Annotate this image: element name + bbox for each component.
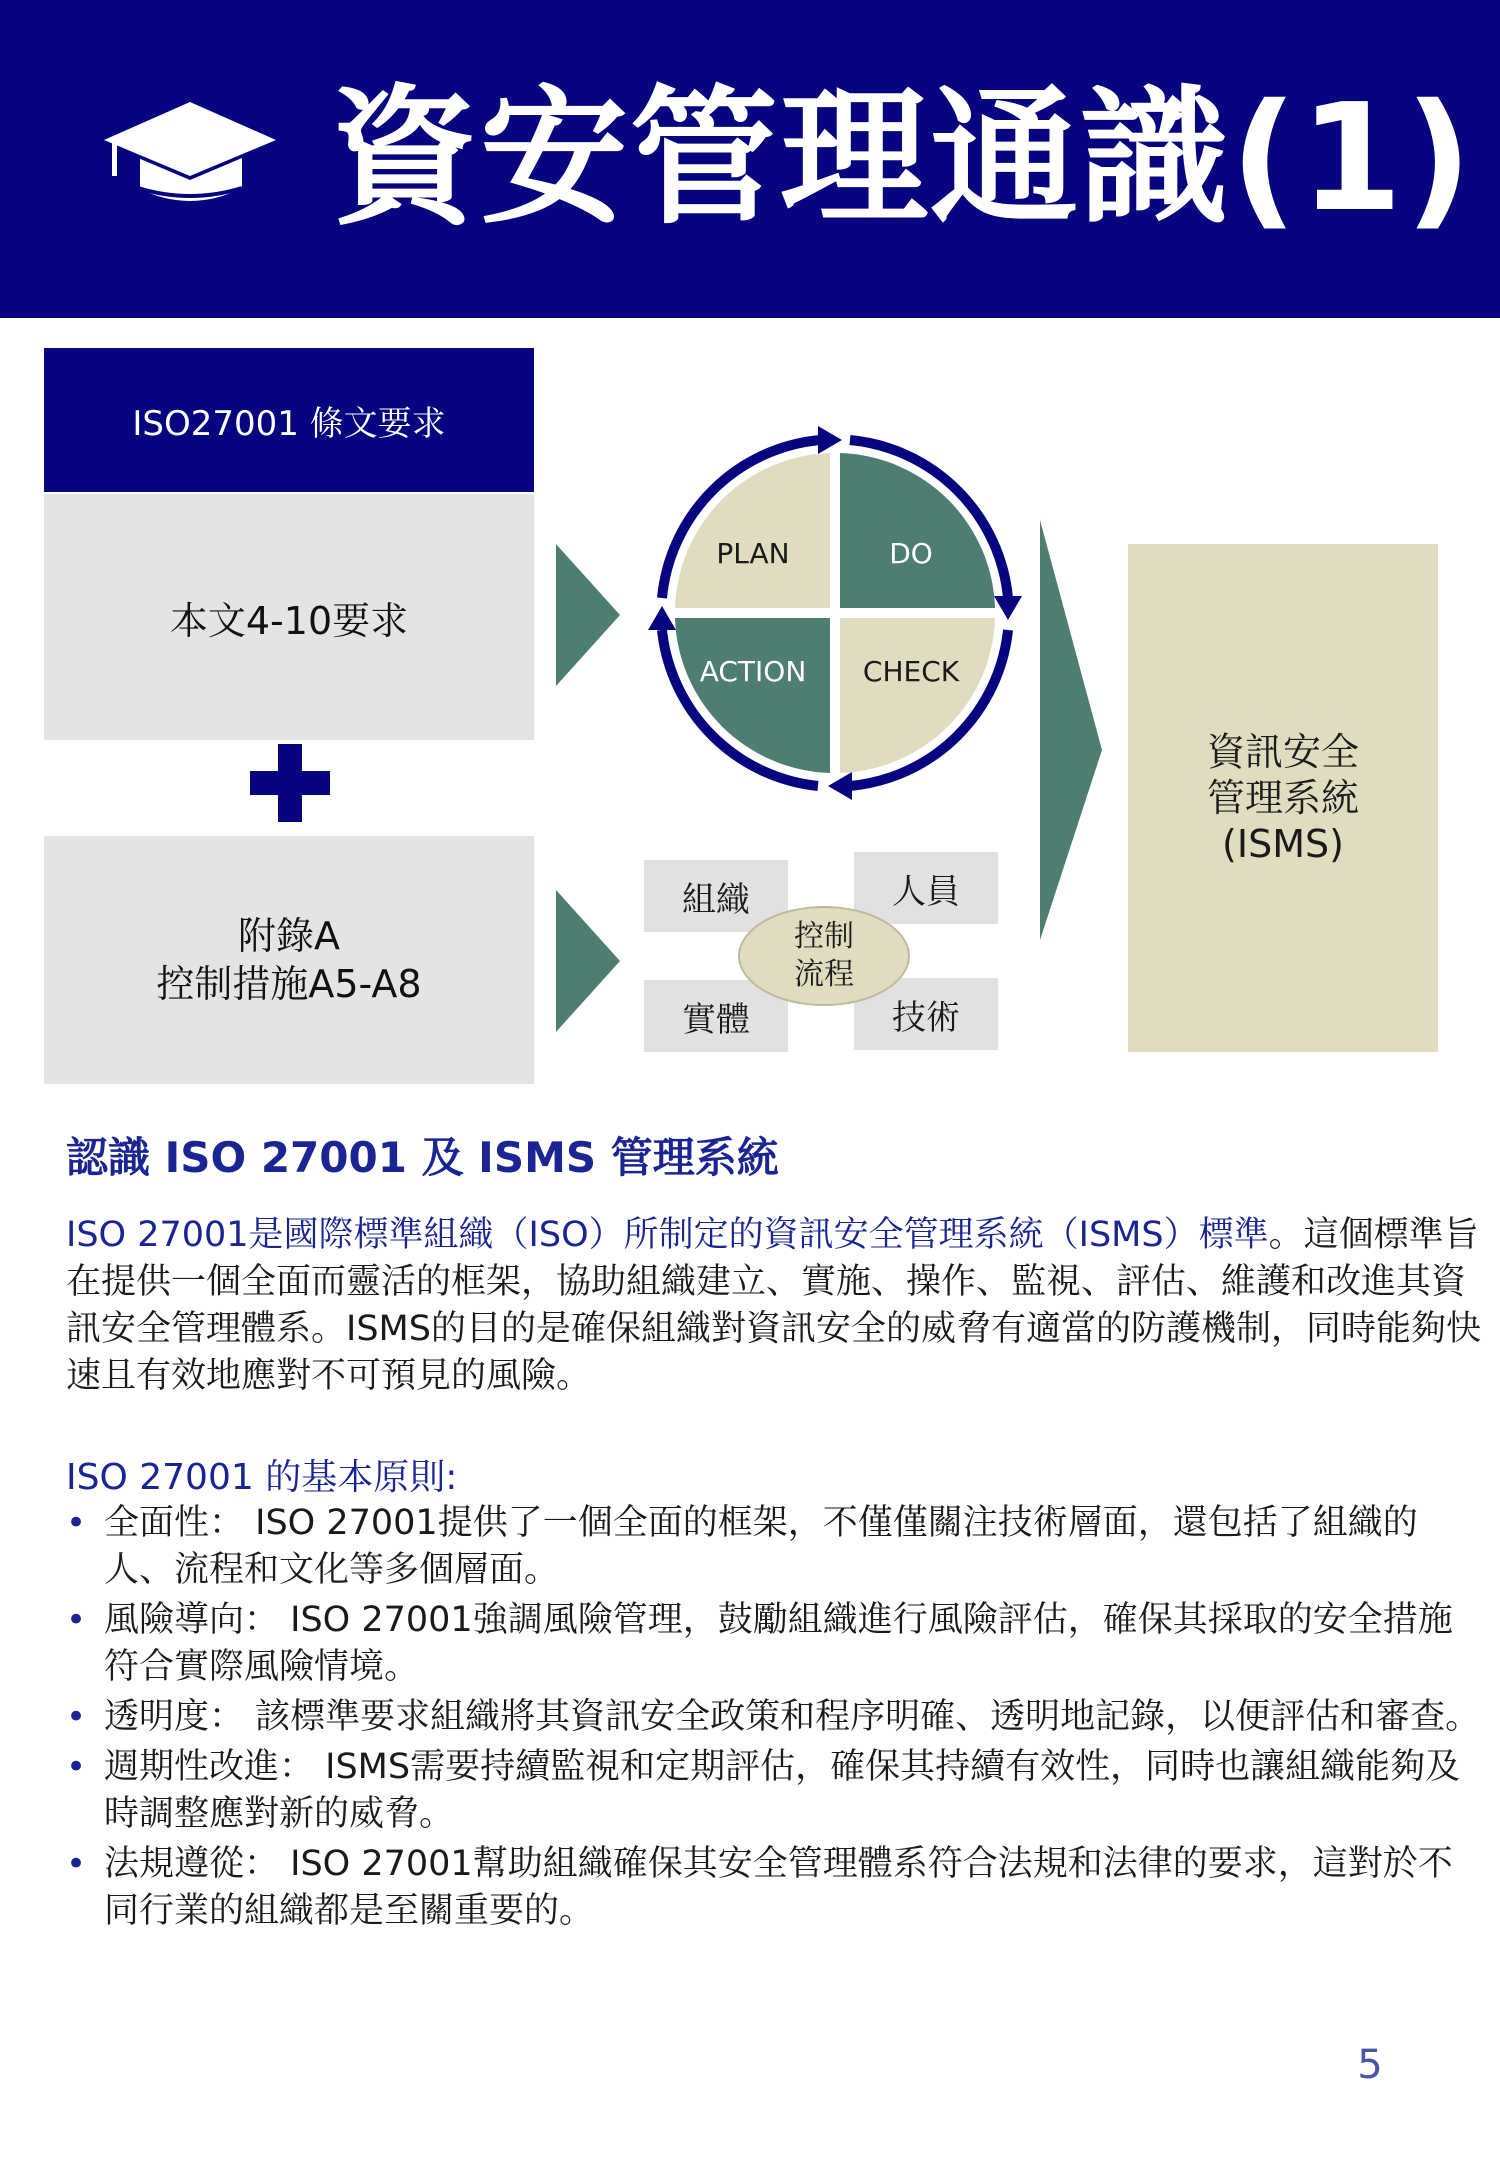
bullet-label: 全面性：: [104, 1503, 245, 1543]
action-quadrant: [675, 618, 830, 773]
page-header: [0, 0, 1500, 318]
bullet-text: 該標準要求組織將其資訊安全政策和程序明確、透明地記錄，以便評估和審查。: [244, 1697, 1481, 1737]
list-item: [66, 1841, 1486, 1935]
pdca-do-label: DO: [889, 537, 933, 570]
pdca-check-label: CHECK: [862, 655, 960, 688]
control-process-line1: 控制: [794, 919, 854, 954]
isms-line2: 管理系統: [1206, 776, 1359, 820]
control-org-box: 組織: [644, 860, 788, 932]
control-tech-box: 技術: [854, 978, 998, 1050]
arrow-right-icon: [552, 886, 624, 1036]
check-quadrant: [840, 618, 995, 773]
intro-text: 。這個標準旨在提供一個全面而靈活的框架，協助組織建立、實施、操作、監視、評估、維護和改進其資訊安全管理體系。ISMS的目的是確保組織對資訊安全的威脅有適當的防護機制，同時能夠快速且有效地應對不可預見的風險。: [66, 1215, 1481, 1396]
bullet-icon: •: [66, 1844, 87, 1884]
pdca-action-label: ACTION: [699, 655, 807, 688]
control-people-box: 人員: [854, 852, 998, 924]
intro-highlight: ISO 27001是國際標準組織（ISO）所制定的資訊安全管理系統（ISMS）標準: [66, 1215, 1269, 1255]
big-arrow-right-icon: [1036, 520, 1106, 940]
bullet-text: ISMS需要持續監視和定期評估，確保其持續有效性，同時也讓組織能夠及時調整應對新的威脅。: [104, 1747, 1461, 1834]
do-quadrant: [840, 453, 995, 608]
control-physical-box: 實體: [644, 980, 788, 1052]
page-title: 資安管理通識(1): [330, 72, 1475, 244]
bullet-label: 透明度：: [104, 1697, 245, 1737]
section-title: 認識 ISO 27001 及 ISMS 管理系統: [66, 1133, 779, 1182]
bullet-icon: •: [66, 1600, 87, 1640]
isms-line1: 資訊安全: [1206, 730, 1359, 774]
plan-quadrant: [675, 453, 830, 608]
bullet-label: 風險導向：: [104, 1600, 280, 1640]
bullet-label: 週期性改進：: [104, 1747, 315, 1787]
list-item: [66, 1500, 1486, 1594]
principles-title: ISO 27001 的基本原則:: [66, 1457, 458, 1498]
graduation-cap-icon: [100, 96, 280, 206]
annex-a-line1: 附錄A: [238, 914, 340, 958]
isms-box: [1128, 544, 1438, 1052]
control-process-ellipse: [738, 906, 910, 1006]
plus-icon: [250, 738, 330, 828]
page-number: 5: [1357, 2042, 1383, 2088]
pdca-plan-label: PLAN: [716, 537, 790, 570]
list-item: [66, 1694, 1486, 1741]
bullet-text: ISO 27001提供了一個全面的框架，不僅僅關注技術層面，還包括了組織的人、流程和文化等多個層面。: [104, 1503, 1418, 1590]
iso-requirements-header: ISO27001 條文要求: [44, 348, 534, 492]
bullet-text: ISO 27001強調風險管理，鼓勵組織進行風險評估，確保其採取的安全措施符合實際風險情境。: [104, 1600, 1453, 1687]
bullet-icon: •: [66, 1503, 87, 1543]
arrow-right-icon: [552, 540, 624, 690]
principles-list: [66, 1500, 1486, 1938]
intro-paragraph: [66, 1212, 1486, 1400]
list-item: [66, 1744, 1486, 1838]
main-requirements-box: 本文4-10要求: [44, 494, 534, 740]
control-process-line2: 流程: [794, 957, 854, 992]
bullet-label: 法規遵從：: [104, 1844, 280, 1884]
annex-a-line2: 控制措施A5-A8: [156, 962, 422, 1006]
pdca-cycle-diagram: [640, 418, 1030, 808]
isms-line3: (ISMS): [1222, 822, 1344, 866]
bullet-icon: •: [66, 1747, 87, 1787]
annex-a-box: [44, 836, 534, 1084]
list-item: [66, 1597, 1486, 1691]
bullet-text: ISO 27001幫助組織確保其安全管理體系符合法規和法律的要求，這對於不同行業的組織都是至關重要的。: [104, 1844, 1453, 1931]
bullet-icon: •: [66, 1697, 87, 1737]
